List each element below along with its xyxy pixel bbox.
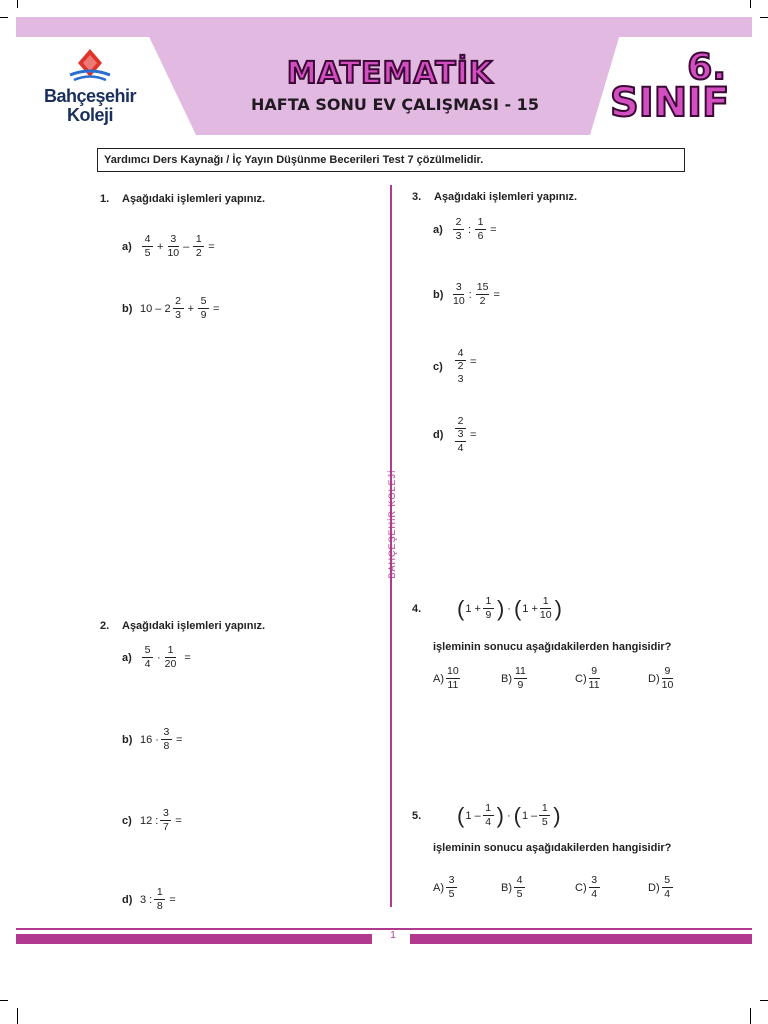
question-4: 4. ( 1 + $\frac{1}{9}$ ) · ( 1 + $\frac{1}{10}$ ): [412, 595, 562, 621]
logo-name-line1: Bahçeşehir: [43, 86, 137, 106]
question-1: [100, 193, 265, 205]
q4-option-c[interactable]: C) $\frac{9}{11}$: [575, 665, 600, 691]
q5-option-a[interactable]: A) $\frac{3}{5}$: [433, 875, 459, 900]
compound-fraction: 4 2 3: [455, 348, 466, 385]
watermark: BAHÇEŞEHİR KOLEJİ: [387, 469, 397, 579]
page-number: 1: [390, 930, 396, 941]
fraction: $\frac{2}{3}$: [173, 296, 184, 321]
fraction: $\frac{3}{10}$: [453, 281, 465, 307]
question-4-text: işleminin sonucu aşağıdakilerden hangisidir?: [433, 641, 672, 653]
question-prompt: Aşağıdaki işlemleri yapınız.: [122, 193, 266, 205]
fraction: $\frac{1}{8}$: [154, 887, 165, 912]
question-2: [100, 620, 265, 632]
fraction: $\frac{2}{3}$: [453, 217, 464, 242]
footer-bar-left: [16, 934, 372, 944]
fraction: $\frac{3}{7}$: [160, 808, 171, 833]
q4-option-b[interactable]: B) $\frac{11}{9}$: [501, 665, 526, 691]
q1-item-a: a) $\frac{4}{5}$ + $\frac{3}{10}$ – $\frac{1}{2}$ =: [122, 233, 215, 259]
grade-number: 6.: [687, 47, 726, 88]
question-3: [412, 191, 577, 203]
page-title: MATEMATİK: [286, 56, 494, 91]
q5-option-b[interactable]: B) $\frac{4}{5}$: [501, 875, 527, 900]
q5-option-d[interactable]: D) $\frac{5}{4}$: [648, 875, 675, 900]
question-5: 5. ( 1 – $\frac{1}{4}$ ) · ( 1 – $\frac{1}{5}$ ): [412, 802, 561, 828]
q4-option-a[interactable]: A) $\frac{10}{11}$: [433, 665, 459, 691]
crop-mark: [760, 17, 768, 18]
q2-item-d: d) 3 : $\frac{1}{8}$ =: [122, 886, 176, 912]
q2-item-b: b) 16 · $\frac{3}{8}$ =: [122, 726, 183, 752]
crop-mark: [0, 17, 8, 18]
footer-bar-right: [410, 934, 752, 944]
logo-name-line2: Koleji: [66, 105, 113, 125]
crop-mark: [750, 1008, 751, 1024]
crop-mark: [750, 0, 751, 8]
crop-mark: [760, 1000, 768, 1001]
fraction: $\frac{3}{8}$: [161, 727, 172, 752]
logo-icon: [66, 47, 114, 85]
fraction: $\frac{1}{20}$: [164, 644, 177, 670]
fraction: $\frac{5}{9}$: [198, 296, 209, 321]
crop-mark: [17, 0, 18, 8]
fraction: $\frac{1}{9}$: [483, 596, 494, 621]
q3-item-d: d) 2 3 4 =: [433, 415, 477, 454]
q3-item-a: a) $\frac{2}{3}$ : $\frac{1}{6}$ =: [433, 216, 497, 242]
fraction: $\frac{1}{6}$: [475, 217, 486, 242]
q5-option-c[interactable]: C) $\frac{3}{4}$: [575, 875, 602, 900]
fraction: $\frac{1}{2}$: [193, 234, 204, 259]
question-prompt: Aşağıdaki işlemleri yapınız.: [434, 191, 578, 203]
fraction: $\frac{5}{4}$: [142, 645, 153, 670]
question-prompt: Aşağıdaki işlemleri yapınız.: [122, 620, 266, 632]
fraction: $\frac{15}{2}$: [476, 281, 489, 307]
compound-fraction: 2 3 4: [455, 416, 466, 454]
fraction: $\frac{4}{5}$: [142, 234, 153, 259]
q2-item-a: a) $\frac{5}{4}$ · $\frac{1}{20}$ =: [122, 644, 191, 670]
q3-item-b: b) $\frac{3}{10}$ : $\frac{15}{2}$ =: [433, 281, 500, 307]
q2-item-c: c) 12 : $\frac{3}{7}$ =: [122, 807, 182, 833]
q1-item-b: b) 10 – 2 $\frac{2}{3}$ + $\frac{5}{9}$ =: [122, 295, 220, 321]
fraction: $\frac{1}{4}$: [483, 803, 494, 828]
q4-option-d[interactable]: D) $\frac{9}{10}$: [648, 665, 674, 691]
question-5-text: işleminin sonucu aşağıdakilerden hangisidir?: [433, 842, 672, 854]
question-number: 5.: [412, 809, 422, 822]
crop-mark: [0, 1000, 8, 1001]
question-number: 4.: [412, 602, 422, 615]
question-number: 2.: [100, 620, 110, 632]
question-number: 3.: [412, 191, 422, 203]
fraction: $\frac{1}{10}$: [539, 595, 552, 621]
fraction: $\frac{3}{10}$: [167, 233, 180, 259]
question-number: 1.: [100, 193, 110, 205]
page-subtitle: HAFTA SONU EV ÇALIŞMASI - 15: [251, 95, 539, 114]
fraction: $\frac{1}{5}$: [539, 803, 550, 828]
grade-word: SINIF: [610, 80, 730, 126]
crop-mark: [17, 1008, 18, 1024]
q3-item-c: c) 4 2 3 =: [433, 347, 477, 385]
source-note: Yardımcı Ders Kaynağı / İç Yayın Düşünme Becerileri Test 7 çözülmelidir.: [97, 148, 685, 172]
